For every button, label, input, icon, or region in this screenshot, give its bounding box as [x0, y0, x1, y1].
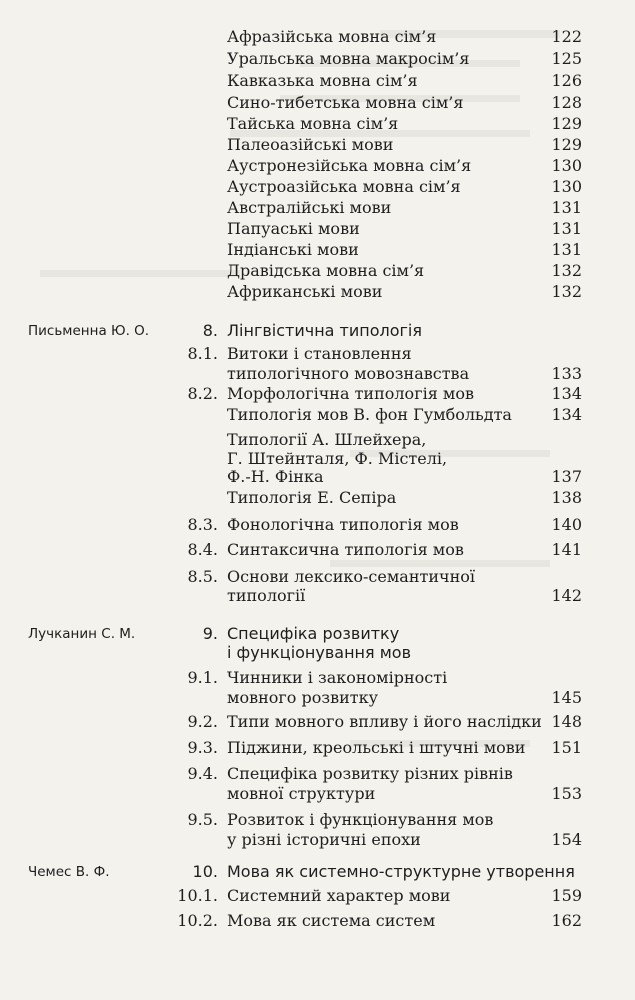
page-number: 122	[551, 27, 582, 46]
page-number: 153	[551, 784, 582, 803]
section-number: 10.2.	[177, 911, 218, 930]
page-number: 162	[551, 911, 582, 930]
section-title-line: Основи лексико-семантичної	[227, 567, 476, 586]
section-number: 8.5.	[187, 567, 218, 586]
page-number: 142	[551, 586, 582, 605]
section-number: 9.2.	[187, 712, 218, 731]
page-number: 134	[551, 405, 582, 424]
entry-title: Палеоазійські мови	[227, 135, 394, 154]
section-number: 9.5.	[187, 810, 218, 829]
section-number: 9.4.	[187, 764, 218, 783]
entry-title: Індіанські мови	[227, 240, 359, 259]
entry-title: Австралійські мови	[227, 198, 392, 217]
page-number: 148	[551, 712, 582, 731]
page-number: 140	[551, 515, 582, 534]
section-title-line: Синтаксична типологія мов	[227, 540, 464, 559]
entry-title: Аустронезійська мовна сім’я	[227, 156, 472, 175]
page-number: 134	[551, 384, 582, 403]
section-number: 8.3.	[187, 515, 218, 534]
entry-title: Папуаські мови	[227, 219, 360, 238]
chapter-author: Письменна Ю. О.	[28, 323, 150, 339]
section-title-line: Специфіка розвитку різних рівнів	[227, 764, 513, 783]
entry-title: Аустроазійська мовна сім’я	[227, 177, 461, 196]
chapter-number: 9.	[202, 624, 218, 643]
entry-title: Афразійська мовна сім’я	[227, 27, 437, 46]
page-number: 133	[551, 364, 582, 383]
section-number: 8.4.	[187, 540, 218, 559]
page-number: 141	[551, 540, 582, 559]
page-number: 125	[551, 49, 582, 68]
section-title-line: Піджини, креольські і штучні мови	[227, 738, 526, 757]
section-title-line: Типологія мов В. фон Гумбольдта	[227, 405, 512, 424]
entry-title: Сино-тибетська мовна сім’я	[227, 93, 464, 112]
page-number: 130	[551, 177, 582, 196]
section-title-line: Чинники і закономірності	[227, 668, 448, 687]
section-title-line: Фонологічна типологія мов	[227, 515, 459, 534]
chapter-title: Мова як системно-структурне утворення	[227, 862, 575, 881]
section-title-line: мовного розвитку	[227, 688, 379, 707]
page-number: 131	[551, 198, 582, 217]
section-title-line: типологічного мовознавства	[227, 364, 470, 383]
section-number: 8.2.	[187, 384, 218, 403]
chapter-title-line: і функціонування мов	[227, 643, 412, 662]
page-number: 138	[551, 488, 582, 507]
chapter-number: 8.	[202, 321, 218, 340]
section-title-line: Морфологічна типологія мов	[227, 384, 474, 403]
chapter-title: Лінгвістична типологія	[227, 321, 422, 340]
section-title-line: у різні історичні епохи	[227, 830, 421, 849]
section-title-line: Г. Штейнталя, Ф. Містелі,	[227, 449, 448, 468]
section-title-line: Типологія Е. Сепіра	[227, 488, 397, 507]
page-number: 131	[551, 219, 582, 238]
page-number: 132	[551, 282, 582, 301]
entry-title: Уральська мовна макросім’я	[227, 49, 470, 68]
page-number: 126	[551, 71, 582, 90]
page-number: 129	[551, 135, 582, 154]
section-title-line: Ф.-Н. Фінка	[227, 467, 324, 486]
page-number: 129	[551, 114, 582, 133]
entry-title: Дравідська мовна сім’я	[227, 261, 425, 280]
page-number: 154	[551, 830, 582, 849]
page-number: 137	[551, 467, 582, 486]
section-number: 9.1.	[187, 668, 218, 687]
page-number: 159	[551, 886, 582, 905]
chapter-author: Лучканин С. М.	[28, 626, 136, 642]
section-title-line: Витоки і становлення	[227, 344, 412, 363]
page-number: 131	[551, 240, 582, 259]
entry-title: Африканські мови	[227, 282, 383, 301]
section-title-line: Системний характер мови	[227, 886, 451, 905]
page-number: 128	[551, 93, 582, 112]
section-title-line: Розвиток і функціонування мов	[227, 810, 494, 829]
section-number: 10.1.	[177, 886, 218, 905]
entry-title: Кавказька мовна сім’я	[227, 71, 418, 90]
section-title-line: Мова як система систем	[227, 911, 436, 930]
page-number: 151	[551, 738, 582, 757]
section-title-line: типології	[227, 586, 306, 605]
section-title-line: Типології А. Шлейхера,	[227, 430, 427, 449]
page-number: 132	[551, 261, 582, 280]
page-number: 130	[551, 156, 582, 175]
chapter-author: Чемес В. Ф.	[28, 864, 110, 880]
section-number: 9.3.	[187, 738, 218, 757]
chapter-title-line: Специфіка розвитку	[227, 624, 400, 643]
section-title-line: Типи мовного впливу і його наслідки	[227, 712, 542, 731]
section-number: 8.1.	[187, 344, 218, 363]
section-title-line: мовної структури	[227, 784, 376, 803]
chapter-number: 10.	[192, 862, 218, 881]
page-number: 145	[551, 688, 582, 707]
entry-title: Тайська мовна сім’я	[227, 114, 399, 133]
